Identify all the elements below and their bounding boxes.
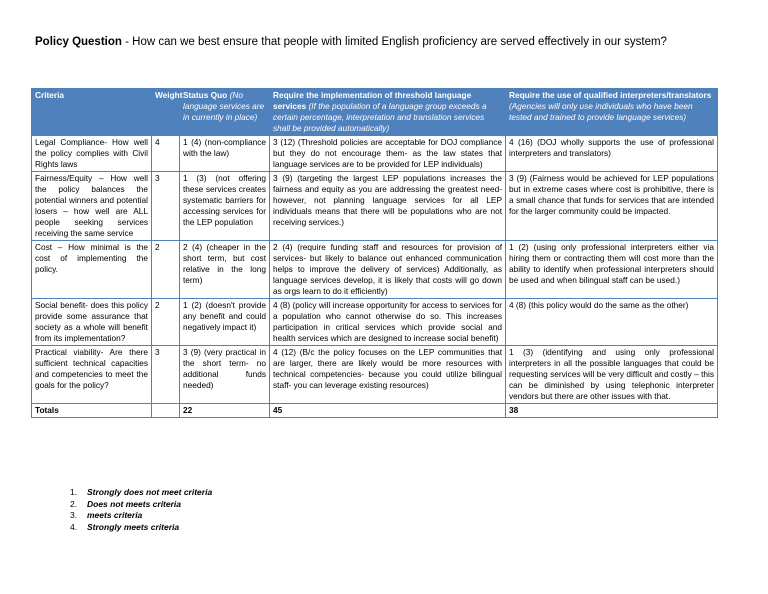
weight-cell: 4: [152, 136, 180, 172]
header-weight: Weight: [152, 89, 180, 136]
policy-question-text: - How can we best ensure that people with limited English proficiency are served effectively in our system?: [121, 36, 667, 48]
totals-weight: [152, 404, 180, 418]
weight-cell: 3: [152, 172, 180, 241]
header-qualified: Require the use of qualified interpreters/translators (Agencies will only use individuals who have been tested and trained to provide language services): [506, 89, 718, 136]
qualified-cell: 3 (9) (Fairness would be achieved for LEP populations but in extreme cases where cost is prohibitive, there is a small chance that funds for services that are intended for the larger community could be impacted.: [506, 172, 718, 241]
legend-item: 2. Does not meets criteria: [70, 498, 182, 509]
threshold-cell: 4 (8) (policy will increase opportunity for access to services for a population who cannot otherwise do so. This increases participation in critical services which provide social and health services which are designed to increase social benefit): [270, 299, 506, 346]
legend-item: 3. meets criteria: [70, 510, 143, 520]
threshold-cell: 4 (12) (B/c the policy focuses on the LEP communities that are larger, there are likely would be more resources with technical competencies- because you could utilize bilingual staff- you can leverage existing resources): [270, 346, 506, 404]
table-row: [32, 241, 718, 299]
status-quo-cell: 2 (4) (cheaper in the short term, but cost relative in the long term): [180, 241, 270, 299]
threshold-cell: 3 (12) (Threshold policies are acceptable for DOJ compliance but they do not encourage them- as the law states that language services are to be provided for LEP individuals): [270, 136, 506, 172]
totals-row: [32, 404, 718, 418]
status-quo-cell: 1 (4) (non-compliance with the law): [180, 136, 270, 172]
weight-cell: 2: [152, 241, 180, 299]
criteria-cell: Social benefit- does this policy provide some assurance that society as a whole will benefit from its implementation?: [32, 299, 152, 346]
criteria-cell: Legal Compliance- How well the policy complies with Civil Rights laws: [32, 136, 152, 172]
policy-question: [35, 36, 667, 48]
table-row: [32, 172, 718, 241]
status-quo-cell: 1 (2) (doesn't provide any benefit and could negatively impact it): [180, 299, 270, 346]
totals-qualified: 38: [506, 404, 718, 418]
qualified-cell: 4 (16) (DOJ wholly supports the use of professional interpreters and translators): [506, 136, 718, 172]
totals-threshold: 45: [270, 404, 506, 418]
threshold-cell: 2 (4) (require funding staff and resources for provision of services- but likely to balance out enhanced communication helps to improve the delivery of services) Additionally, as language services develop, it is likely that costs will go down as orgs learn to do it efficiently): [270, 241, 506, 299]
table-header-row: [32, 89, 718, 136]
criteria-cell: Fairness/Equity – How well the policy balances the potential winners and potential losers – how well are ALL people seeking services receiving the same service: [32, 172, 152, 241]
criteria-cell: Cost – How minimal is the cost of implementing the policy.: [32, 241, 152, 299]
qualified-cell: 1 (3) (identifying and using only professional interpreters in all the possible languages that could be requesting services will be very difficult and costly – this can be diminished by using telephonic interpreter vendors but there are other issues with that.: [506, 346, 718, 404]
table-row: [32, 136, 718, 172]
table-row: [32, 299, 718, 346]
status-quo-cell: 1 (3) (not offering these services creates systematic barriers for accessing services for the LEP population: [180, 172, 270, 241]
legend-item: 4. Strongly meets criteria: [70, 521, 180, 532]
totals-label: Totals: [32, 404, 152, 418]
criteria-table: [31, 88, 718, 418]
qualified-cell: 4 (8) (this policy would do the same as the other): [506, 299, 718, 346]
totals-status-quo: 22: [180, 404, 270, 418]
header-criteria: Criteria: [32, 89, 152, 136]
threshold-cell: 3 (9) (targeting the largest LEP populations increases the fairness and equity as you are addressing the greatest need- however, not planning language services for all LEP individuals means that there will be populations who are not receiving services.): [270, 172, 506, 241]
policy-question-label: Policy Question: [35, 36, 122, 48]
weight-cell: 2: [152, 299, 180, 346]
rating-legend: [70, 487, 212, 533]
status-quo-cell: 3 (9) (very practical in the short term- no additional funds needed): [180, 346, 270, 404]
weight-cell: 3: [152, 346, 180, 404]
qualified-cell: 1 (2) (using only professional interpreters either via hiring them or contracting them will cost more than the ability to identify when professional interpreters should be used and when bilingual staff can be used.): [506, 241, 718, 299]
header-threshold: Require the implementation of threshold language services (If the population of a language group exceeds a certain percentage, interpretation and translation services shall be provided automatically): [270, 89, 506, 136]
header-status-quo: Status Quo (No language services are in currently in place): [180, 89, 270, 136]
legend-item: 1. Strongly does not meet criteria: [70, 487, 213, 497]
table-row: [32, 346, 718, 404]
criteria-cell: Practical viability- Are there sufficient technical capacities and competencies to meet the goals for the policy?: [32, 346, 152, 404]
